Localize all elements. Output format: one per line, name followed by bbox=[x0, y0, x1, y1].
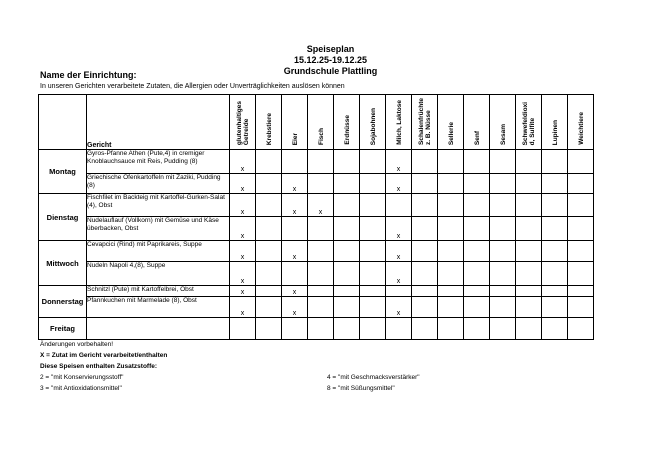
allergen-cell bbox=[230, 194, 256, 217]
allergen-header bbox=[230, 95, 256, 150]
day-header-cell bbox=[39, 95, 87, 150]
allergen-cell bbox=[256, 194, 282, 217]
allergen-cell bbox=[438, 318, 464, 340]
allergen-mark: x bbox=[240, 233, 245, 240]
allergen-cell bbox=[386, 217, 412, 241]
allergen-cell bbox=[256, 217, 282, 241]
allergen-cell bbox=[386, 262, 412, 286]
allergen-cell bbox=[386, 174, 412, 194]
additive-3: 3 = "mit Antioxidationsmittel" bbox=[40, 385, 122, 392]
allergen-cell bbox=[516, 174, 542, 194]
allergen-cell bbox=[542, 194, 568, 217]
allergen-cell bbox=[256, 297, 282, 318]
dish-name: Gyros-Pfanne Athen (Pute,4) in cremiger Knoblauchsauce mit Reis, Pudding (8) bbox=[87, 150, 230, 174]
table-row bbox=[39, 241, 594, 262]
allergen-cell bbox=[230, 174, 256, 194]
allergen-cell bbox=[256, 150, 282, 174]
allergen-cell bbox=[282, 262, 308, 286]
dish-name bbox=[87, 318, 230, 340]
allergen-cell bbox=[542, 297, 568, 318]
table-row bbox=[39, 217, 594, 241]
allergen-cell bbox=[516, 262, 542, 286]
allergen-cell bbox=[386, 150, 412, 174]
allergen-cell bbox=[542, 241, 568, 262]
allergen-cell bbox=[464, 297, 490, 318]
allergen-cell bbox=[464, 318, 490, 340]
allergen-cell bbox=[438, 217, 464, 241]
allergen-cell bbox=[334, 318, 360, 340]
allergen-mark: x bbox=[396, 233, 401, 240]
school-name: Grundschule Plattling bbox=[283, 66, 378, 76]
allergen-cell bbox=[360, 318, 386, 340]
allergen-cell bbox=[282, 286, 308, 297]
allergen-cell bbox=[438, 174, 464, 194]
allergen-cell bbox=[438, 241, 464, 262]
allergen-header bbox=[490, 95, 516, 150]
allergen-cell bbox=[490, 318, 516, 340]
dish-name: Griechische Ofenkartoffeln mit Zaziki, Pudding (8) bbox=[87, 174, 230, 194]
allergen-label: Fisch bbox=[317, 128, 325, 145]
allergen-cell bbox=[438, 297, 464, 318]
allergen-cell bbox=[464, 217, 490, 241]
allergen-mark: x bbox=[318, 209, 323, 216]
dish-name: Cevapcici (Rind) mit Paprikareis, Suppe bbox=[87, 241, 230, 262]
allergen-header bbox=[360, 95, 386, 150]
allergen-cell bbox=[568, 174, 594, 194]
allergen-mark: x bbox=[292, 310, 297, 317]
allergen-cell bbox=[490, 174, 516, 194]
page-title: Speiseplan bbox=[306, 44, 355, 54]
table-row bbox=[39, 318, 594, 340]
allergen-label: Schalenfrüchte bbox=[418, 98, 425, 145]
allergen-header bbox=[412, 95, 438, 150]
allergen-cell bbox=[230, 262, 256, 286]
allergen-header bbox=[542, 95, 568, 150]
allergen-cell bbox=[412, 150, 438, 174]
allergen-cell bbox=[438, 150, 464, 174]
allergen-cell bbox=[516, 241, 542, 262]
allergen-cell bbox=[334, 174, 360, 194]
allergen-label: Milch, Laktose bbox=[395, 100, 403, 145]
allergen-cell bbox=[308, 217, 334, 241]
allergen-cell bbox=[542, 217, 568, 241]
allergen-cell bbox=[438, 286, 464, 297]
day-label: Dienstag bbox=[39, 194, 87, 241]
allergen-label: z. B. Nüsse bbox=[425, 110, 432, 145]
allergen-header bbox=[568, 95, 594, 150]
allergen-label: d, Sulfite bbox=[529, 117, 536, 145]
allergen-label: Krebstiere bbox=[265, 112, 273, 145]
allergen-label: Lupinen bbox=[551, 119, 559, 145]
allergen-mark: x bbox=[396, 310, 401, 317]
allergen-cell bbox=[334, 297, 360, 318]
gericht-header: Gericht bbox=[87, 95, 230, 150]
allergen-cell bbox=[516, 286, 542, 297]
allergen-mark: x bbox=[396, 166, 401, 173]
allergen-cell bbox=[542, 286, 568, 297]
allergen-cell bbox=[256, 241, 282, 262]
allergen-cell bbox=[464, 194, 490, 217]
additive-8: 8 = "mit Süßungsmittel" bbox=[327, 385, 395, 392]
day-label: Mittwoch bbox=[39, 241, 87, 286]
table-row bbox=[39, 286, 594, 297]
additive-2: 2 = "mit Konservierungsstoff" bbox=[40, 374, 124, 381]
x-legend: X = Zutat im Gericht verarbeitet/enthalten bbox=[40, 352, 168, 359]
allergen-cell bbox=[308, 174, 334, 194]
allergen-cell bbox=[334, 194, 360, 217]
allergen-mark: x bbox=[292, 209, 297, 216]
allergen-cell bbox=[464, 286, 490, 297]
allergen-cell bbox=[412, 174, 438, 194]
allergen-cell bbox=[334, 150, 360, 174]
table-row bbox=[39, 174, 594, 194]
institution-label: Name der Einrichtung: bbox=[40, 70, 137, 80]
allergen-cell bbox=[464, 150, 490, 174]
allergen-mark: x bbox=[240, 254, 245, 261]
allergen-cell bbox=[256, 174, 282, 194]
allergen-label: glutenhaltiges bbox=[236, 100, 243, 145]
allergen-cell bbox=[542, 174, 568, 194]
allergen-cell bbox=[516, 318, 542, 340]
table-row bbox=[39, 297, 594, 318]
allergen-cell bbox=[256, 262, 282, 286]
allergen-cell bbox=[230, 286, 256, 297]
allergen-cell bbox=[568, 217, 594, 241]
allergen-header bbox=[334, 95, 360, 150]
allergen-cell bbox=[334, 241, 360, 262]
allergen-cell bbox=[334, 262, 360, 286]
allergen-label: Erdnüsse bbox=[343, 115, 351, 145]
changes-note: Änderungen vorbehalten! bbox=[40, 341, 114, 348]
allergen-label: Eier bbox=[291, 132, 299, 145]
allergen-label: Schwefeldioxi bbox=[522, 101, 529, 145]
allergen-cell bbox=[282, 194, 308, 217]
allergen-mark: x bbox=[396, 254, 401, 261]
allergen-mark: x bbox=[240, 289, 245, 296]
allergen-cell bbox=[464, 241, 490, 262]
allergen-cell bbox=[542, 318, 568, 340]
allergen-cell bbox=[360, 297, 386, 318]
allergen-cell bbox=[360, 217, 386, 241]
allergen-cell bbox=[542, 150, 568, 174]
allergen-cell bbox=[516, 194, 542, 217]
allergen-label: Weichtiere bbox=[577, 112, 585, 145]
allergen-cell bbox=[360, 194, 386, 217]
allergen-cell bbox=[230, 318, 256, 340]
date-range: 15.12.25-19.12.25 bbox=[293, 55, 368, 65]
allergen-cell bbox=[386, 194, 412, 217]
allergen-cell bbox=[308, 262, 334, 286]
allergen-cell bbox=[308, 297, 334, 318]
allergen-cell bbox=[542, 262, 568, 286]
allergen-cell bbox=[568, 286, 594, 297]
dish-name: Pfannkuchen mit Marmelade (8), Obst bbox=[87, 297, 230, 318]
allergen-cell bbox=[308, 194, 334, 217]
allergen-cell bbox=[360, 174, 386, 194]
additives-title: Diese Speisen enthalten Zusatzstoffe: bbox=[40, 363, 158, 370]
allergen-cell bbox=[568, 194, 594, 217]
dish-name: Nudeln Napoli 4,(8), Suppe bbox=[87, 262, 230, 286]
allergen-cell bbox=[386, 318, 412, 340]
allergen-cell bbox=[516, 297, 542, 318]
allergen-cell bbox=[230, 150, 256, 174]
allergen-cell bbox=[568, 150, 594, 174]
allergen-cell bbox=[490, 241, 516, 262]
allergen-cell bbox=[386, 286, 412, 297]
allergen-cell bbox=[230, 241, 256, 262]
allergen-cell bbox=[256, 318, 282, 340]
allergen-mark: x bbox=[292, 186, 297, 193]
allergen-cell bbox=[412, 194, 438, 217]
allergen-mark: x bbox=[240, 186, 245, 193]
dish-name: Nudelauflauf (Vollkorn) mit Gemüse und Käse überbacken, Obst bbox=[87, 217, 230, 241]
allergen-cell bbox=[308, 318, 334, 340]
allergen-header bbox=[282, 95, 308, 150]
table-row bbox=[39, 150, 594, 174]
allergen-cell bbox=[412, 217, 438, 241]
dish-name: Fischfilet im Backteig mit Kartoffel-Gurken-Salat (4), Obst bbox=[87, 194, 230, 217]
day-label: Donnerstag bbox=[39, 286, 87, 318]
allergen-cell bbox=[230, 217, 256, 241]
allergen-cell bbox=[516, 150, 542, 174]
allergen-cell bbox=[490, 194, 516, 217]
allergen-header bbox=[464, 95, 490, 150]
allergen-cell bbox=[386, 297, 412, 318]
allergen-header bbox=[256, 95, 282, 150]
intro-text: In unseren Gerichten verarbeitete Zutaten, die Allergien oder Unverträglichkeiten auslösen können bbox=[40, 83, 345, 90]
allergen-mark: x bbox=[240, 278, 245, 285]
allergen-cell bbox=[256, 286, 282, 297]
allergen-header bbox=[516, 95, 542, 150]
allergen-cell bbox=[360, 286, 386, 297]
allergen-header bbox=[438, 95, 464, 150]
allergen-cell bbox=[308, 286, 334, 297]
dish-name: Schnitzl (Pute) mit Kartoffelbrei, Obst bbox=[87, 286, 230, 297]
allergen-label: Sesam bbox=[499, 124, 507, 145]
allergen-cell bbox=[516, 217, 542, 241]
allergen-cell bbox=[360, 262, 386, 286]
allergen-mark: x bbox=[240, 209, 245, 216]
allergen-mark: x bbox=[396, 186, 401, 193]
allergen-cell bbox=[464, 174, 490, 194]
additive-4: 4 = "mit Geschmacksverstärker" bbox=[327, 374, 420, 381]
allergen-cell bbox=[412, 241, 438, 262]
allergen-cell bbox=[308, 150, 334, 174]
allergen-cell bbox=[568, 297, 594, 318]
day-label: Montag bbox=[39, 150, 87, 194]
allergen-mark: x bbox=[292, 254, 297, 261]
allergen-cell bbox=[412, 318, 438, 340]
menu-table bbox=[38, 94, 594, 340]
day-label: Freitag bbox=[39, 318, 87, 340]
allergen-cell bbox=[360, 241, 386, 262]
table-row bbox=[39, 194, 594, 217]
allergen-mark: x bbox=[240, 310, 245, 317]
allergen-cell bbox=[282, 297, 308, 318]
allergen-cell bbox=[282, 150, 308, 174]
allergen-cell bbox=[568, 241, 594, 262]
allergen-cell bbox=[412, 297, 438, 318]
allergen-cell bbox=[282, 241, 308, 262]
allergen-label: Sellerie bbox=[447, 121, 455, 145]
allergen-header bbox=[386, 95, 412, 150]
allergen-cell bbox=[568, 318, 594, 340]
allergen-cell bbox=[386, 241, 412, 262]
allergen-cell bbox=[490, 286, 516, 297]
allergen-cell bbox=[360, 150, 386, 174]
allergen-cell bbox=[412, 286, 438, 297]
allergen-cell bbox=[490, 150, 516, 174]
allergen-cell bbox=[464, 262, 490, 286]
table-row bbox=[39, 262, 594, 286]
allergen-cell bbox=[438, 194, 464, 217]
allergen-mark: x bbox=[396, 278, 401, 285]
allergen-cell bbox=[334, 217, 360, 241]
allergen-cell bbox=[282, 217, 308, 241]
allergen-cell bbox=[308, 241, 334, 262]
allergen-cell bbox=[334, 286, 360, 297]
allergen-mark: x bbox=[292, 289, 297, 296]
allergen-label: Getreide bbox=[243, 118, 250, 145]
allergen-cell bbox=[230, 297, 256, 318]
allergen-cell bbox=[490, 297, 516, 318]
allergen-mark: x bbox=[240, 166, 245, 173]
allergen-cell bbox=[282, 174, 308, 194]
allergen-cell bbox=[490, 217, 516, 241]
allergen-cell bbox=[490, 262, 516, 286]
allergen-label: Senf bbox=[473, 130, 481, 145]
allergen-label: Sojabohnen bbox=[369, 107, 377, 145]
allergen-header bbox=[308, 95, 334, 150]
allergen-cell bbox=[282, 318, 308, 340]
allergen-cell bbox=[438, 262, 464, 286]
allergen-cell bbox=[568, 262, 594, 286]
allergen-cell bbox=[412, 262, 438, 286]
